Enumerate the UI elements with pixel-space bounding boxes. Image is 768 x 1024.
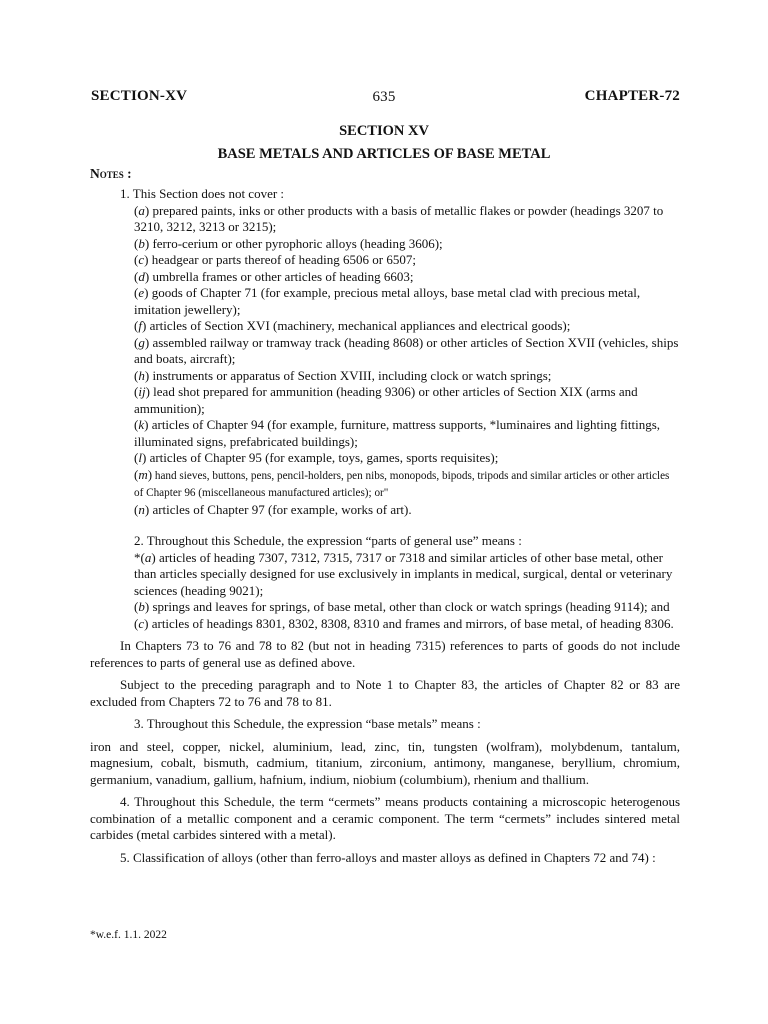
note-1-intro: 1. This Section does not cover : xyxy=(120,186,285,201)
note-2-intro: 2. Throughout this Schedule, the expression “parts of general use” means : xyxy=(134,533,522,548)
note-1-item-g: (g) assembled railway or tramway track (heading 8608) or other articles of Section XVII (vehicles, ships and boats, aircraft); xyxy=(134,334,679,366)
note-3-list: iron and steel, copper, nickel, aluminium, lead, zinc, tin, tungsten (wolfram), molybdenum, tantalum, magnesium, cobalt, bismuth, cadmium, titanium, zirconium, antimony, manganese, beryllium, chromium, germanium, vanadium, gallium, hafnium, indium, niobium (columbium), rhenium and thallium. xyxy=(90,738,680,787)
note-1-item-n: (n) articles of Chapter 97 (for example, works of art). xyxy=(134,501,412,517)
section-header: SECTION-XV xyxy=(91,88,188,104)
chapter-header: CHAPTER-72 xyxy=(584,88,680,104)
note-1-item-h: (h) instruments or apparatus of Section XVIII, including clock or watch springs; xyxy=(134,367,552,383)
page-number: 635 xyxy=(372,89,396,105)
note-1-item-d: (d) umbrella frames or other articles of heading 6603; xyxy=(134,268,414,284)
note-2-item-c: (c) articles of headings 8301, 8302, 8308, 8310 and frames and mirrors, of base metal, of heading 8306. xyxy=(134,615,674,631)
section-title: SECTION XV xyxy=(339,123,429,139)
notes-label: Notes : xyxy=(90,166,132,181)
note-5: 5. Classification of alloys (other than ferro-alloys and master alloys as defined in Chapters 72 and 74) : xyxy=(120,849,656,865)
note-1-item-e: (e) goods of Chapter 71 (for example, precious metal alloys, base metal clad with precious metal, imitation jewellery); xyxy=(134,285,641,317)
note-1-item-l: (l) articles of Chapter 95 (for example, toys, games, sports requisites); xyxy=(134,450,499,465)
note-2-para-2: Subject to the preceding paragraph and to Note 1 to Chapter 83, the articles of Chapter 82 or 83 are excluded from Chapters 72 to 76 and 78 to 81. xyxy=(90,677,680,709)
note-1-item-ij: (ij) lead shot prepared for ammunition (heading 9306) or other articles of Section XIX (arms and ammunition); xyxy=(134,384,638,416)
note-1-item-b: (b) ferro-cerium or other pyrophoric alloys (heading 3606); xyxy=(134,235,443,251)
note-3-intro: 3. Throughout this Schedule, the expression “base metals” means : xyxy=(134,716,481,731)
note-2-item-a: *(a) articles of heading 7307, 7312, 7315, 7317 or 7318 and similar articles of other base metal, other than articles specially designed for use exclusively in implants in medical, surgical, dental or veterinary sciences (heading 9021); xyxy=(134,549,673,598)
section-subtitle: BASE METALS AND ARTICLES OF BASE METAL xyxy=(217,146,551,162)
note-1-item-a: (a) prepared paints, inks or other products with a basis of metallic flakes or powder (headings 3207 to 3210, 3212, 3213 or 3215); xyxy=(134,202,664,234)
note-2-list xyxy=(90,550,680,633)
note-1-item-m: (m) hand sieves, buttons, pens, pencil-holders, pen nibs, monopods, bipods, tripods and similar articles or other articles of Chapter 96 (miscellaneous manufactured articles); or" xyxy=(134,466,670,499)
note-2-para-1: In Chapters 73 to 76 and 78 to 82 (but not in heading 7315) references to parts of goods do not include references to parts of general use as defined above. xyxy=(90,638,680,670)
note-4: 4. Throughout this Schedule, the term “cermets” means products containing a microscopic heterogenous combination of a metallic component and a ceramic component. The term “cermets” includes sintered metal carbides (metal carbides sintered with a metal). xyxy=(90,794,680,842)
note-1-item-c: (c) headgear or parts thereof of heading 6506 or 6507; xyxy=(134,252,416,267)
footnote: *w.e.f. 1.1. 2022 xyxy=(90,929,167,941)
note-1-item-k: (k) articles of Chapter 94 (for example, furniture, mattress supports, *luminaires and lighting fittings, illuminated signs, prefabricated buildings); xyxy=(134,417,661,449)
note-1-item-f: (f) articles of Section XVI (machinery, mechanical appliances and electrical goods); xyxy=(134,318,571,333)
notes-body xyxy=(90,186,680,866)
note-1-list xyxy=(90,203,680,519)
note-2-item-b: (b) springs and leaves for springs, of base metal, other than clock or watch springs (heading 9114); and xyxy=(134,599,670,614)
